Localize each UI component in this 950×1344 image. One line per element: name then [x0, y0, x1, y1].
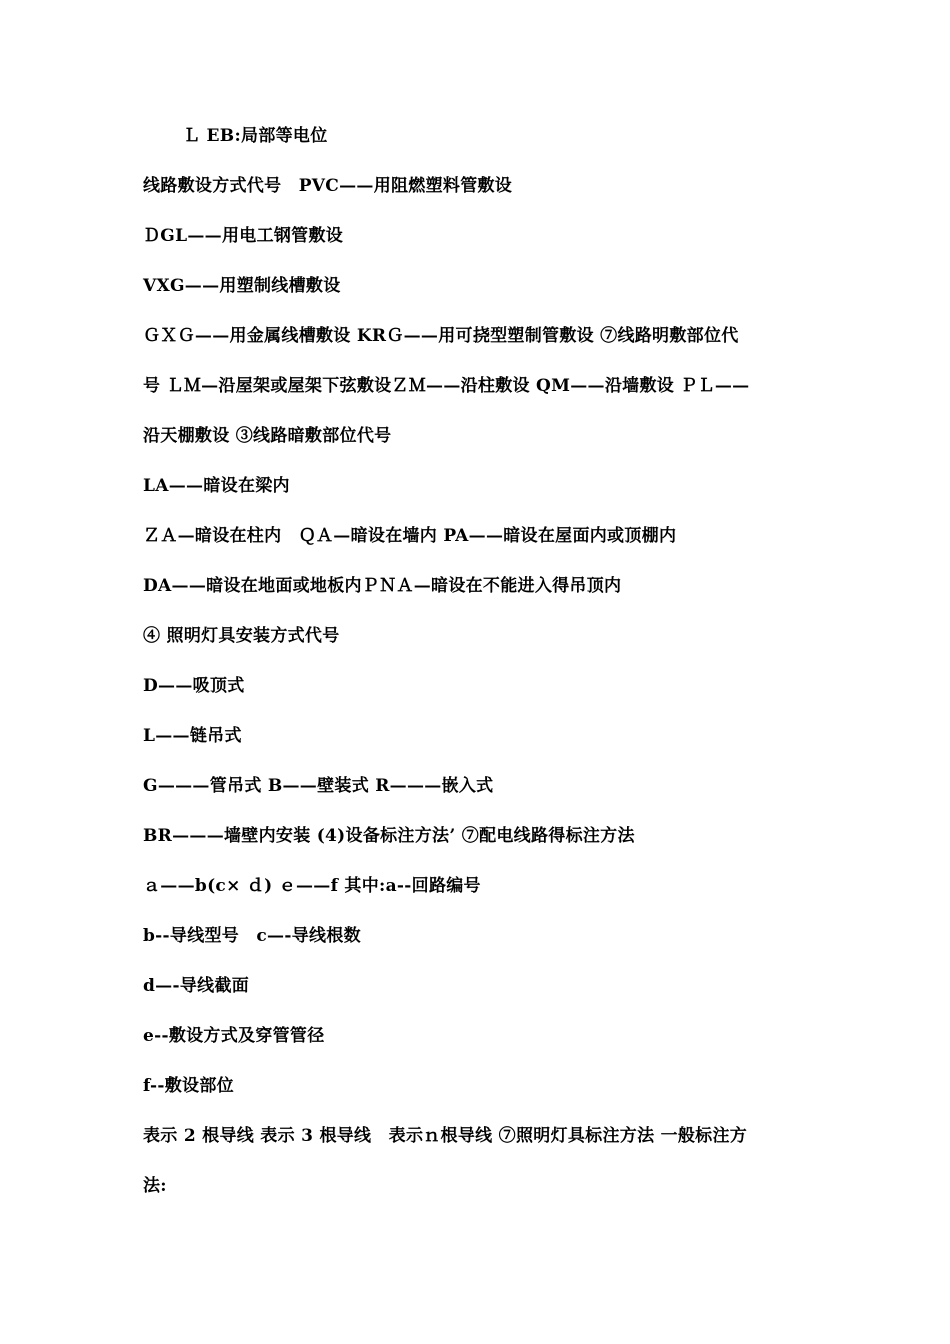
text-line-lighting-install-codes: ④ 照明灯具安装方式代号 — [143, 626, 340, 646]
text-line-ceiling-concealed-codes: 沿天棚敷设 ③线路暗敷部位代号 — [143, 426, 392, 446]
text-line-gxg-krg: ＧＸＧ——用金属线槽敷设 KRＧ——用可挠型塑制管敷设 ⑦线路明敷部位代 — [143, 326, 739, 346]
text-line-vxg: VXG——用塑制线槽敷设 — [143, 276, 341, 296]
text-line-leb: Ｌ EB:局部等电位 — [183, 126, 328, 146]
text-line-za-qa-pa: ＺＡ—暗设在柱内 ＱＡ—暗设在墙内 PA——暗设在屋面内或顶棚内 — [143, 526, 677, 546]
text-line-f: f--敷设部位 — [143, 1076, 234, 1096]
text-line-conductor-count: 表示 2 根导线 表示 3 根导线 表示ｎ根导线 ⑦照明灯具标注方法 一般标注方 — [143, 1126, 748, 1146]
text-line-la: LA——暗设在梁内 — [143, 476, 290, 496]
text-line-formula: ａ——b(c× ｄ) ｅ——f 其中:a--回路编号 — [143, 876, 481, 896]
text-line-e: e--敷设方式及穿管管径 — [143, 1026, 325, 1046]
text-line-b-c: b--导线型号 c—-导线根数 — [143, 926, 361, 946]
text-line-g-b-r: G———管吊式 B——壁装式 R———嵌入式 — [143, 776, 494, 796]
text-line-d: d—-导线截面 — [143, 976, 250, 996]
text-line-method-end: 法: — [143, 1176, 167, 1196]
text-line-dgl: ＤGL——用电工钢管敷设 — [143, 226, 344, 246]
text-line-lm-zm-qm-pl: 号 ＬＭ—沿屋架或屋架下弦敷设ＺＭ——沿柱敷设 QM——沿墙敷设 ＰＬ—— — [143, 376, 750, 396]
text-line-wiring-method-codes: 线路敷设方式代号 PVC——用阻燃塑料管敷设 — [143, 176, 513, 196]
text-line-d-ceiling-mount: D——吸顶式 — [143, 676, 245, 696]
text-line-da-pna: DA——暗设在地面或地板内ＰＮＡ—暗设在不能进入得吊顶内 — [143, 576, 622, 596]
text-line-br-labeling: BR———墙壁内安装 (4)设备标注方法’ ⑦配电线路得标注方法 — [143, 826, 635, 846]
text-line-l-chain: L——链吊式 — [143, 726, 242, 746]
